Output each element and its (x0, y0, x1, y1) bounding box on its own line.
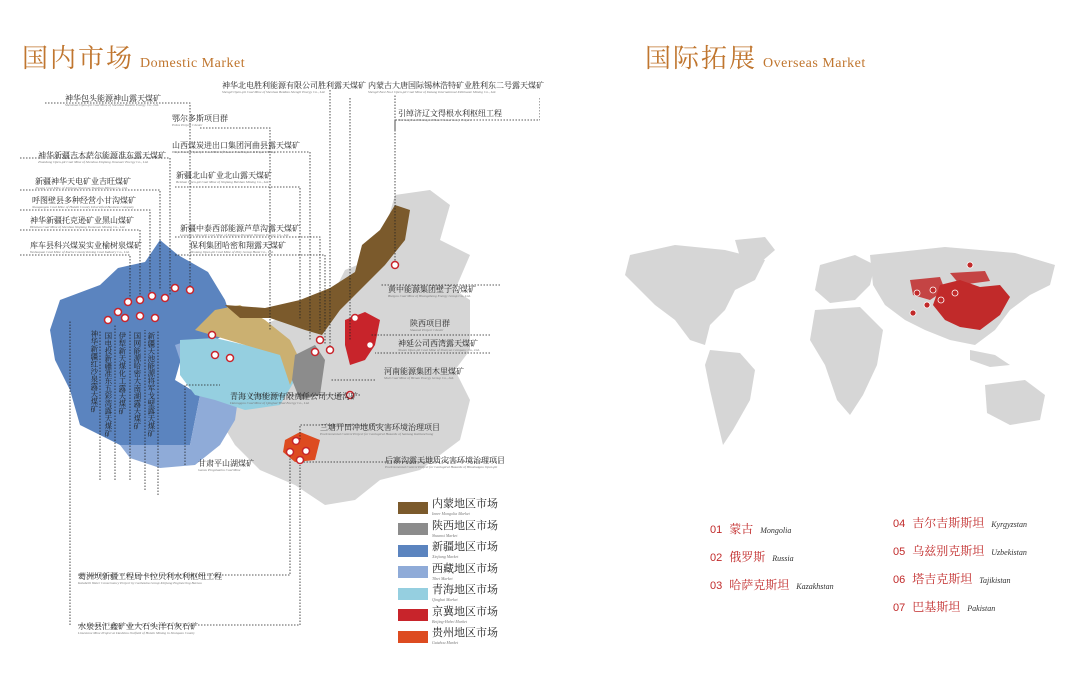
project-marker (367, 342, 374, 349)
overseas-title (645, 38, 866, 75)
project-label: 神华新疆托克逊矿业黑山煤矿 Heishan Coal Mine of Shenhua Xinjiang Tuokexun Mining Co., Ltd. (30, 216, 134, 229)
vertical-project-label: 伊犁新天煤化工露天煤矿 (117, 332, 127, 415)
country-pin (938, 297, 944, 303)
project-label: 神华新疆吉木萨尔能源准东露天煤矿 Zhundong Open-pit Coal Mine of Shenhua Xinjiang Jimusaer Energy Co., Ltd. (38, 151, 166, 164)
legend (398, 497, 498, 648)
project-label: 三塘开田冲地质灾害环境治理项目 Environmental Control Project for Geological Hazards of Santang Kaitianchong (320, 423, 440, 436)
legend-item: 新疆地区市场 Xinjiang Market (398, 540, 498, 562)
country-item: 06 塔吉克斯坦 Tajikistan (893, 572, 1011, 586)
domestic-title-en: Domestic Market (140, 56, 246, 71)
project-marker (209, 332, 216, 339)
project-marker (137, 297, 144, 304)
project-marker (212, 352, 219, 359)
project-label: 青海义海能源有限责任公司大通沟矿 Datonggou Coal Mine of Qinghai Yihai Energy Co., Ltd. (230, 392, 358, 405)
country-pin (924, 302, 930, 308)
project-marker (297, 457, 304, 464)
continent-australia (985, 380, 1045, 425)
legend-swatch (398, 588, 428, 600)
vertical-project-label: 国电投新疆准东五彩湾露天煤矿 (103, 332, 113, 437)
project-marker (122, 315, 129, 322)
project-marker (227, 355, 234, 362)
project-marker (392, 262, 399, 269)
project-marker (327, 347, 334, 354)
project-marker (137, 313, 144, 320)
project-label: 新疆神华天电矿业吉旺煤矿 Jiwang Coal Mine of Xinjiang Shenhua Tiandian Mining Co., Ltd. (35, 177, 131, 190)
legend-swatch (398, 609, 428, 621)
world-map (615, 235, 1075, 465)
country-pin (967, 262, 973, 268)
legend-swatch (398, 502, 428, 514)
project-marker (303, 448, 310, 455)
vertical-project-label: 国网能源哈密大南湖露天煤矿 (132, 332, 142, 430)
project-marker (172, 285, 179, 292)
domestic-title-cn: 国内市场 (22, 44, 135, 74)
project-label: 呼图壁县多种经营小甘沟煤矿 Xiaogangou Coal Mine of Hutubi County Diversified Business Company (32, 196, 136, 209)
project-label: 神延公司西湾露天煤矿 Xiwan Open-pit Coal Mine of Shenyan Company Co., Ltd. (398, 339, 480, 352)
project-label: 葛洲坝新疆工程局卡拉贝利水利枢纽工程 Kalabeili Water Conservancy Project by Gezhouba Group Xinjiang Engineering Bureau (78, 572, 222, 585)
project-marker (352, 315, 359, 322)
country-item: 04 吉尔吉斯斯坦 Kyrgyzstan (893, 516, 1027, 530)
legend-swatch (398, 631, 428, 643)
project-label: 新疆北山矿业北山露天煤矿 Beishan Open-pit Coal Mine of Xinjiang Beishan Mining Co., Ltd. (176, 171, 272, 184)
project-label: 神华包头能源神山露天煤矿 Shenshan Open-pit Coal Mine of Shenhua Baotou Energy Co., Ltd. (65, 94, 161, 107)
country-pin (910, 310, 916, 316)
country-item: 02 俄罗斯 Russia (710, 550, 794, 564)
project-marker (149, 293, 156, 300)
project-label: 山西煤炭进出口集团河曲县露天煤矿 Hequ County Open-pit Coal Mine of Shanxi Coal Import & Export Group (172, 141, 300, 154)
country-pin (952, 290, 958, 296)
project-label: 内蒙古大唐国际锡林浩特矿业胜利东二号露天煤矿 Shengli East No.2 Open-pit Coal Mine of Datang International Xilinhaote Mining Co., Ltd. (368, 81, 544, 94)
legend-item: 京冀地区市场 Beijing-Hebei Market (398, 605, 498, 627)
project-marker (312, 349, 319, 356)
legend-swatch (398, 545, 428, 557)
project-label: 鄂尔多斯项目群 Erdos Project Cluster (172, 114, 228, 127)
project-marker (293, 438, 300, 445)
project-marker (152, 315, 159, 322)
project-marker (287, 449, 294, 456)
project-label: 神华北电胜利能源有限公司胜利露天煤矿 Shengli Open-pit Coal Mine of Shenhua Beidian Shengli Energy Co., Ltd. (222, 81, 366, 94)
project-label: 引绰济辽文得根水利枢纽工程 Yinchuojiliao Wendegen Water Conservancy Project (398, 109, 502, 122)
country-item: 05 乌兹别克斯坦 Uzbekistan (893, 544, 1027, 558)
overseas-title-en: Overseas Market (763, 56, 866, 71)
project-label: 陕西项目群 Shaanxi Project Cluster (410, 319, 450, 332)
overseas-title-cn: 国际拓展 (645, 44, 758, 74)
vertical-project-label: 新疆天池能源将军戈壁露天煤矿 (146, 332, 156, 437)
vertical-project-label: 神华新疆红沙泉露天煤矿 (89, 330, 99, 413)
project-label: 后寨沟露天地质灾害环境治理项目 Environmental Control Project for Geological Hazards of Houzhaigou Open-pit (385, 456, 505, 469)
country-item: 01 蒙古 Mongolia (710, 522, 792, 536)
project-label: 新疆中泰西部能源芦草沟露天煤矿 Lucaogou Open-pit Coal Mine of Xinjiang Zhongtai Western Energy Co., Ltd. (180, 224, 300, 237)
continent-africa (810, 307, 883, 415)
country-item: 03 哈萨克斯坦 Kazakhstan (710, 578, 834, 592)
project-marker (317, 337, 324, 344)
project-marker (125, 299, 132, 306)
project-marker (162, 295, 169, 302)
southeast-asia-islands (970, 350, 1010, 367)
legend-item: 西藏地区市场 Tibet Market (398, 562, 498, 584)
project-label: 水泉县汇鑫矿业大石头洋石灰石矿 Limestone Mine Project at Dashitou Outfield of Huixin Mining in Shuiquan County (78, 622, 198, 635)
project-marker (115, 309, 122, 316)
project-label: 保利集团哈密和翔露天煤矿 Hexiang Open-pit Coal Mine of Poly Group Hami Co., Ltd. (190, 241, 286, 254)
legend-item: 贵州地区市场 Guizhou Market (398, 626, 498, 648)
project-label: 河南能源集团木里煤矿 Muli Coal Mine of Henan Energy Group Co., Ltd. (384, 367, 464, 380)
legend-item: 青海地区市场 Qinghai Market (398, 583, 498, 605)
project-label: 黄中能源集团壁子沟煤矿 Bizigou Coal Mine of Huangzhong Energy Group Co., Ltd. (388, 285, 476, 298)
continent-south-america (705, 350, 755, 445)
country-pin (914, 290, 920, 296)
country-item: 07 巴基斯坦 Pakistan (893, 600, 996, 614)
project-label: 库车县科兴煤炭实业榆树泉煤矿 Yushuquan Coal Mine of Kuche County Kexing Coal Industry Co., Ltd. (30, 241, 142, 254)
continent-north-america (625, 245, 765, 345)
legend-swatch (398, 523, 428, 535)
legend-swatch (398, 566, 428, 578)
continent-europe (815, 255, 875, 303)
project-marker (105, 317, 112, 324)
legend-item: 内蒙地区市场 Inner Mongolia Market (398, 497, 498, 519)
country-pin (930, 287, 936, 293)
project-marker (187, 287, 194, 294)
legend-item: 陕西地区市场 Shaanxi Market (398, 519, 498, 541)
project-label: 甘肃平山湖煤矿 Gansu Pingshanhu Coal Mine (198, 459, 254, 472)
